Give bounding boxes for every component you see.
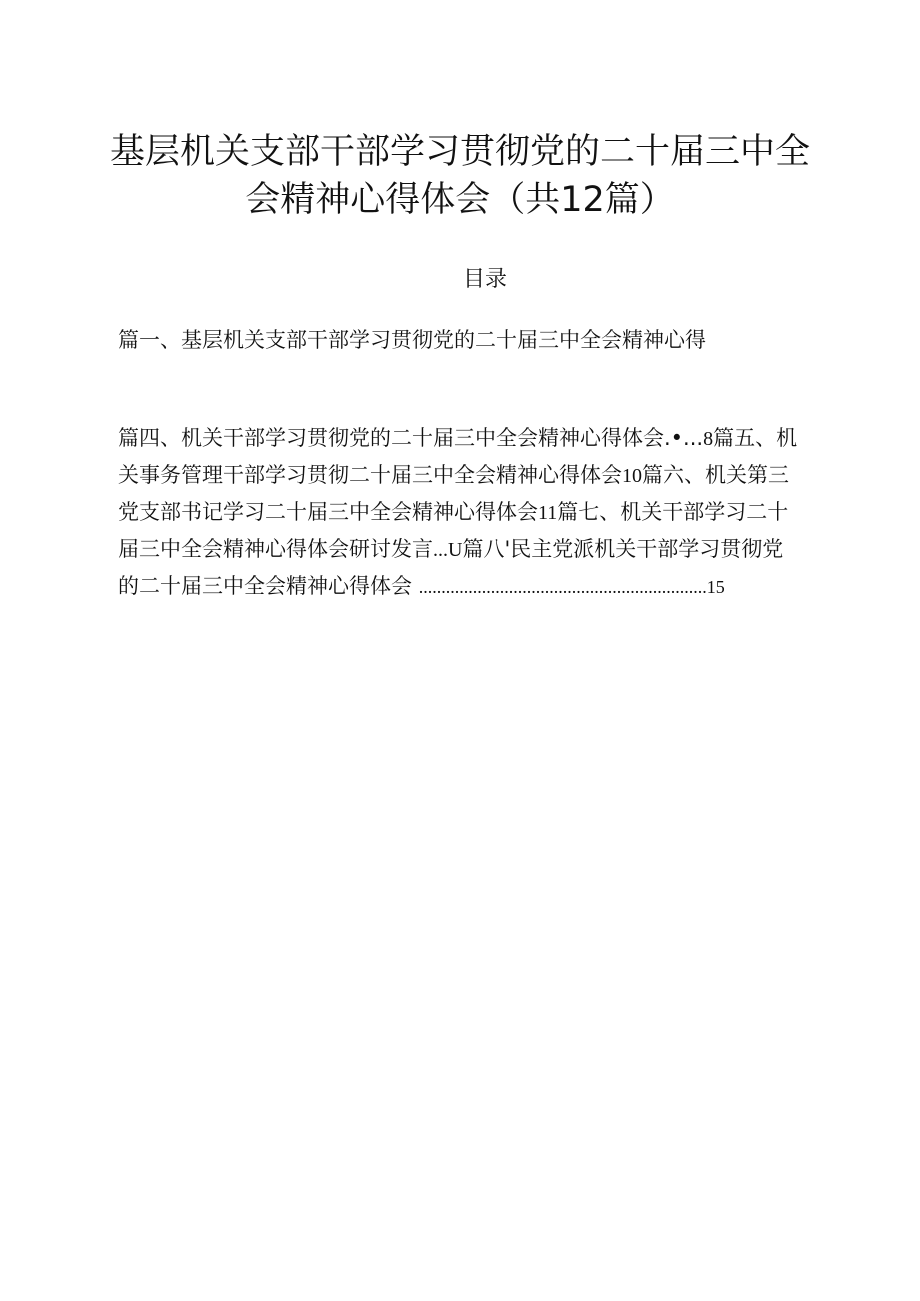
toc-line-tail: 篇六、机关第三 — [642, 463, 789, 487]
toc-line-text: 党支部书记学习二十届三中全会精神心得体会 — [118, 500, 538, 524]
toc-paragraph — [118, 420, 858, 605]
toc-line — [118, 531, 858, 568]
toc-page-number: 10 — [622, 465, 642, 487]
toc-page-number: ................................................................15 — [418, 577, 725, 597]
toc-heading: 目录 — [462, 267, 507, 292]
toc-line-tail: 篇七、机关干部学习二十 — [557, 500, 789, 524]
toc-page-number: 11 — [538, 502, 558, 524]
toc-line-text: 届三中全会精神心得体会研讨发言 — [118, 537, 433, 561]
toc-line-tail: 篇五、机 — [713, 426, 798, 450]
toc-line — [118, 457, 858, 494]
toc-page-number: 8 — [703, 428, 714, 450]
title-line-1: 基层机关支部干部学习贯彻党的二十届三中全 — [109, 132, 810, 172]
toc-line-text: 篇四、机关干部学习贯彻党的二十届三中全会精神心得体会.•... — [118, 426, 704, 450]
document-title — [100, 128, 820, 224]
toc-line-text: 的二十届三中全会精神心得体会 — [118, 574, 419, 598]
toc-entry-1: 篇一、基层机关支部干部学习贯彻党的二十届三中全会精神心得 — [118, 328, 706, 352]
toc-line — [118, 420, 858, 457]
toc-line — [118, 494, 858, 531]
toc-line-tail: 篇八'民主党派机关干部学习贯彻党 — [462, 537, 784, 561]
toc-line-text: 关事务管理干部学习贯彻二十届三中全会精神心得体会 — [118, 463, 622, 487]
title-line-2: 会精神心得体会（共12篇） — [245, 180, 675, 220]
toc-page-number: ...U — [433, 539, 463, 561]
toc-line — [118, 568, 858, 605]
